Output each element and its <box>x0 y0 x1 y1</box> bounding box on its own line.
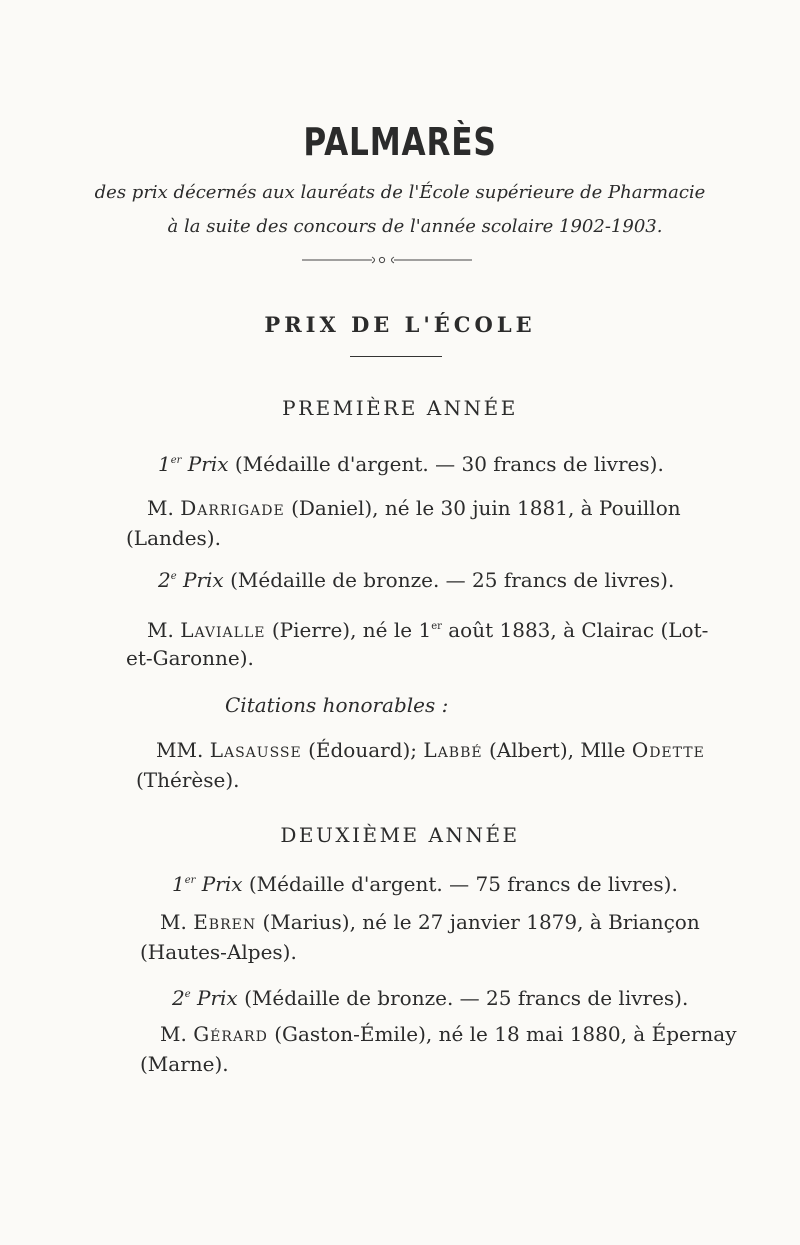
laureate-name: Darrigade <box>180 496 285 520</box>
section-rule <box>350 356 442 357</box>
laureate-name: Lavialle <box>180 618 266 642</box>
laureate-line: M. Gérard (Gaston-Émile), né le 18 mai 1880, à Épernay <box>160 1022 737 1046</box>
section-title: PRIX DE L'ÉCOLE <box>264 312 536 337</box>
laureate-line-continued: (Hautes-Alpes). <box>140 940 297 964</box>
page-title: PALMARÈS <box>303 120 497 164</box>
laureate-name: Ebren <box>193 910 257 934</box>
prize-line: 1er Prix (Médaille d'argent. — 30 francs de livres). <box>158 452 664 476</box>
prize-line: 1er Prix (Médaille d'argent. — 75 francs de livres). <box>172 872 678 896</box>
ornamental-divider-icon <box>302 252 472 268</box>
prize-line: 2e Prix (Médaille de bronze. — 25 francs de livres). <box>158 568 675 592</box>
year-title-first: PREMIÈRE ANNÉE <box>282 396 518 420</box>
citations-line: MM. Lasausse (Édouard); Labbé (Albert), Mlle Odette <box>156 738 705 762</box>
laureate-line: M. Darrigade (Daniel), né le 30 juin 1881, à Pouillon <box>147 496 681 520</box>
laureate-line-continued: et-Garonne). <box>126 646 254 670</box>
citations-line-continued: (Thérèse). <box>136 768 240 792</box>
laureate-name: Gérard <box>193 1022 268 1046</box>
laureate-line-continued: (Landes). <box>126 526 221 550</box>
citations-heading: Citations honorables : <box>225 693 449 717</box>
laureate-line-continued: (Marne). <box>140 1052 229 1076</box>
laureate-line: M. Lavialle (Pierre), né le 1er août 1883, à Clairac (Lot- <box>147 618 709 642</box>
subtitle-line-1: des prix décernés aux lauréats de l'École supérieure de Pharmacie <box>94 182 706 203</box>
laureate-line: M. Ebren (Marius), né le 27 janvier 1879, à Briançon <box>160 910 700 934</box>
subtitle-line-2: à la suite des concours de l'année scolaire 1902-1903. <box>167 216 663 237</box>
year-title-second: DEUXIÈME ANNÉE <box>280 823 520 847</box>
prize-line: 2e Prix (Médaille de bronze. — 25 francs de livres). <box>172 986 689 1010</box>
